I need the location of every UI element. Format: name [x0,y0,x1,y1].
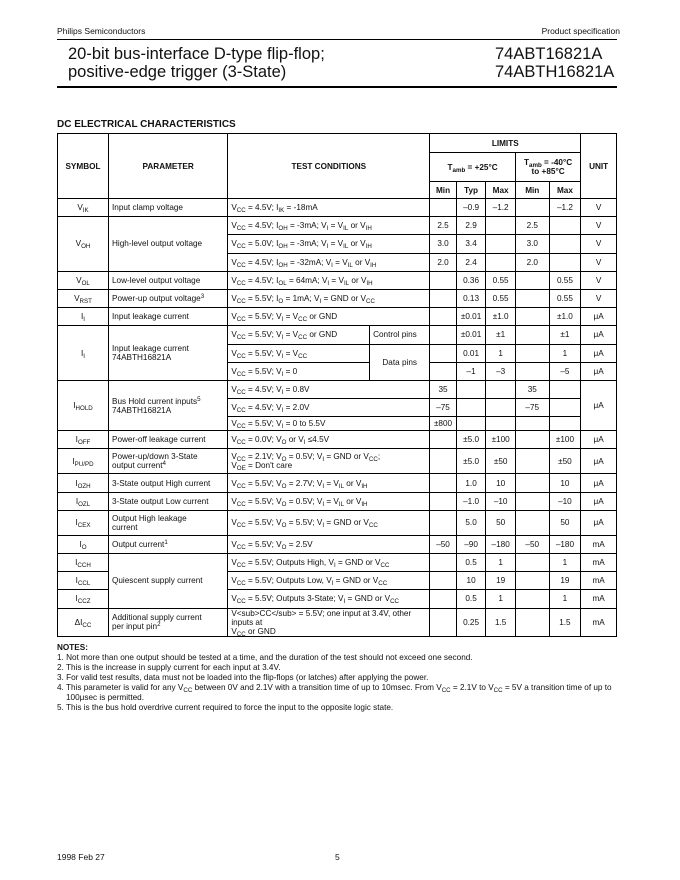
unit-cell: μA [581,431,617,449]
unit-cell: V [581,253,617,271]
typ-cell: ±0.01 [456,308,486,326]
typ-cell: –1.0 [456,492,486,510]
condition-cell: $V_{CC} = 5.0V$; $I_{OH} = -3mA$; $V_I = V_{IL}$ or $V_{IH}$ [228,235,430,253]
page-number: 5 [335,852,340,862]
header-parameter: PARAMETER [108,134,227,199]
header-tamb-25: $T_{amb} = +25^\circ C$ [430,153,516,182]
parameter-cell: Bus Hold current inputs$^5$ 74ABTH16821A [108,380,227,430]
table-row [58,308,617,326]
unit-cell: μA [581,449,617,474]
header-min-2: Min [515,182,549,199]
symbol-cell: $I_O$ [58,535,109,553]
table-row [58,554,617,572]
symbol-cell: $I_I$ [58,326,109,381]
parameter-cell: Output High leakage current [108,510,227,535]
max-cell: 0.55 [486,271,516,289]
condition-cell: $V_{CC} = 4.5V$; $V_I = 0.8V$ [228,380,430,398]
max-cell: 1.5 [486,608,516,636]
unit-cell: μA [581,308,617,326]
typ-cell: 1.0 [456,474,486,492]
symbol-cell: $V_{OH}$ [58,217,109,272]
condition-cell: V<sub>CC</sub> = 5.5V; one input at 3.4V, other inputs at $V_{CC}$ or GND [228,608,430,636]
company-name: Philips Semiconductors [57,26,146,36]
condition-cell: $V_{CC} = 5.5V$; $V_O = 5.5V$; $V_I$ = GND or $V_{CC}$ [228,510,430,535]
max2-cell: –10 [549,492,581,510]
typ-cell: –0.9 [456,199,486,217]
condition-cell: $V_{CC} = 5.5V$; $V_O = 2.7V$; $V_I = V_{IL}$ or $V_{IH}$ [228,474,430,492]
max2-cell: 1.5 [549,608,581,636]
table-row [58,492,617,510]
unit-cell: μA [581,362,617,380]
max-cell: ±1.0 [486,308,516,326]
min2-cell: 2.0 [515,253,549,271]
condition-cell: $V_{CC} = 0.0V$; $V_O$ or $V_I \le 4.5V$ [228,431,430,449]
max2-cell: 10 [549,474,581,492]
table-row [58,380,617,398]
symbol-cell: $I_{OZL}$ [58,492,109,510]
parameter-cell: Output current$^1$ [108,535,227,553]
header-symbol: SYMBOL [58,134,109,199]
condition-cell: $V_{CC} = 5.5V$; Outputs Low, $V_I$ = GND or $V_{CC}$ [228,572,430,590]
max-cell: –3 [486,362,516,380]
table-row [58,217,617,235]
typ-cell: 0.5 [456,590,486,608]
condition-cell: $V_{CC} = 4.5V$; $I_{IK} = -18mA$ [228,199,430,217]
max2-cell: 1 [549,554,581,572]
symbol-cell: $V_{OL}$ [58,271,109,289]
min2-cell: 35 [515,380,549,398]
header-limits: LIMITS [430,134,581,153]
table-row [58,199,617,217]
typ-cell: –90 [456,535,486,553]
symbol-cell: $I_{HOLD}$ [58,380,109,430]
table-row [58,535,617,553]
unit-cell: V [581,217,617,235]
parameter-cell: Input leakage current 74ABTH16821A [108,326,227,381]
footer-date: 1998 Feb 27 [57,852,105,862]
max-cell: ±50 [486,449,516,474]
max2-cell: 0.55 [549,289,581,307]
header-max: Max [486,182,516,199]
typ-cell: –1 [456,362,486,380]
symbol-cell: $\Delta I_{CC}$ [58,608,109,636]
max2-cell: ±1 [549,326,581,344]
condition-cell: $V_{CC} = 5.5V$; $I_O = 1mA$; $V_I$ = GND or $V_{CC}$ [228,289,430,307]
parameter-cell: 3-State output Low current [108,492,227,510]
typ-cell: 0.5 [456,554,486,572]
typ-cell: 3.4 [456,235,486,253]
max2-cell: ±50 [549,449,581,474]
condition-cell: $V_{CC} = 5.5V$; $V_I = V_{CC}$ [228,344,370,362]
unit-cell: mA [581,535,617,553]
max-cell: ±100 [486,431,516,449]
condition-cell: $V_{CC} = 5.5V$; $V_I = 0$ to 5.5V [228,417,430,431]
symbol-cell: $I_I$ [58,308,109,326]
condition-cell: $V_{CC} = 5.5V$; Outputs High, $V_I$ = GND or $V_{CC}$ [228,554,430,572]
table-row [58,449,617,474]
typ-cell: 2.9 [456,217,486,235]
max-cell: –1.2 [486,199,516,217]
header-tamb-range: $T_{amb} = -40^\circ C$ to +85°C [515,153,580,182]
note-item: 2. This is the increase in supply current for each input at 3.4V. [57,663,281,672]
symbol-cell: $V_{IK}$ [58,199,109,217]
note-item: 4. This parameter is valid for any $V_{CC}$ between 0V and 2.1V with a transition time of up to 10msec. From $V_{CC} = 2.1V$ to $V_{CC} = 5V$ a transition time of up to 100μsec is permitted. [57,683,612,702]
note-item: 3. For valid test results, data must not be loaded into the flip-flops (or latches) after applying the power. [57,673,429,682]
unit-cell: μA [581,510,617,535]
condition-cell: $V_{CC} = 5.5V$; $V_O = 0.5V$; $V_I = V_{IL}$ or $V_{IH}$ [228,492,430,510]
unit-cell: V [581,289,617,307]
max-cell: 1 [486,590,516,608]
table-row [58,510,617,535]
max-cell: 19 [486,572,516,590]
notes [57,643,622,713]
symbol-cell: $I_{CCL}$ [58,572,109,590]
table-row [58,431,617,449]
parameter-cell: Power-up output voltage$^3$ [108,289,227,307]
min-cell: –50 [430,535,457,553]
unit-cell: mA [581,572,617,590]
typ-cell: 0.01 [456,344,486,362]
unit-cell: μA [581,380,617,430]
note-item: 5. This is the bus hold overdrive current required to force the input to the opposite logic state. [57,703,394,712]
condition-cell: $V_{CC} = 4.5V$; $I_{OL} = 64mA$; $V_I = V_{IL}$ or $V_{IH}$ [228,271,430,289]
max2-cell: 19 [549,572,581,590]
unit-cell: V [581,271,617,289]
table-row [58,271,617,289]
typ-cell: 0.25 [456,608,486,636]
min2-cell: –50 [515,535,549,553]
symbol-cell: $I_{OZH}$ [58,474,109,492]
max2-cell: 1 [549,590,581,608]
pin-type-cell: Control pins [370,326,430,344]
unit-cell: μA [581,474,617,492]
unit-cell: V [581,199,617,217]
header-max-2: Max [549,182,581,199]
header-min: Min [430,182,457,199]
max-cell: –10 [486,492,516,510]
condition-cell: $V_{CC} = 2.1V$; $V_O = 0.5V$; $V_I$ = GND or $V_{CC}$; $V_{OE} = Don't$ care [228,449,430,474]
min2-cell: 3.0 [515,235,549,253]
typ-cell: ±5.0 [456,431,486,449]
max-cell: 0.55 [486,289,516,307]
typ-cell: 5.0 [456,510,486,535]
max-cell: 1 [486,554,516,572]
header-rule [57,39,617,40]
min-cell: –75 [430,399,457,417]
notes-heading: NOTES: [57,643,88,652]
table-row [58,289,617,307]
symbol-cell: $V_{RST}$ [58,289,109,307]
condition-cell: $V_{CC} = 5.5V$; $V_I = V_{CC}$ or GND [228,326,370,344]
parameter-cell: Power-up/down 3-State output current$^4$ [108,449,227,474]
max2-cell: 0.55 [549,271,581,289]
symbol-cell: $I_{CEX}$ [58,510,109,535]
condition-cell: $V_{CC} = 4.5V$; $V_I = 2.0V$ [228,399,430,417]
table-row [58,608,617,636]
note-item: 1. Not more than one output should be tested at a time, and the duration of the test should not exceed one second. [57,653,473,662]
min2-cell: 2.5 [515,217,549,235]
parameter-cell: Additional supply current per input pin$^2$ [108,608,227,636]
part-numbers [495,45,614,81]
title-line-2: positive-edge trigger (3-State) [68,63,287,81]
typ-cell: ±0.01 [456,326,486,344]
unit-cell: μA [581,344,617,362]
parameter-cell: Power-off leakage current [108,431,227,449]
pin-type-cell: Data pins [370,344,430,380]
symbol-cell: $I_{OFF}$ [58,431,109,449]
typ-cell: 10 [456,572,486,590]
min-cell: 35 [430,380,457,398]
unit-cell: V [581,235,617,253]
document-type: Product specification [541,26,620,36]
max-cell: ±1 [486,326,516,344]
header-test-conditions: TEST CONDITIONS [228,134,430,199]
part-number-2: 74ABTH16821A [495,63,615,81]
part-number-1: 74ABT16821A [495,45,603,63]
title-line-1: 20-bit bus-interface D-type flip-flop; [68,45,325,63]
typ-cell: 0.13 [456,289,486,307]
unit-cell: mA [581,608,617,636]
max2-cell: –1.2 [549,199,581,217]
max2-cell: ±100 [549,431,581,449]
dc-characteristics-table [57,133,617,637]
parameter-cell: High-level output voltage [108,217,227,272]
table-row [58,474,617,492]
max-cell: 10 [486,474,516,492]
symbol-cell: $I_{PU/PD}$ [58,449,109,474]
min-cell: 2.5 [430,217,457,235]
condition-cell: $V_{CC} = 5.5V$; Outputs 3-State; $V_I$ = GND or $V_{CC}$ [228,590,430,608]
symbol-cell: $I_{CCH}$ [58,554,109,572]
parameter-cell: Quiescent supply current [108,554,227,609]
condition-cell: $V_{CC} = 5.5V$; $V_I = V_{CC}$ or GND [228,308,430,326]
max2-cell: 1 [549,344,581,362]
parameter-cell: Input leakage current [108,308,227,326]
max-cell: –180 [486,535,516,553]
title-rule [57,86,617,88]
condition-cell: $V_{CC} = 5.5V$; $V_O = 2.5V$ [228,535,430,553]
parameter-cell: Low-level output voltage [108,271,227,289]
typ-cell: 0.36 [456,271,486,289]
header-unit: UNIT [581,134,617,199]
typ-cell: ±5.0 [456,449,486,474]
header-typ: Typ [456,182,486,199]
max2-cell: –180 [549,535,581,553]
unit-cell: μA [581,492,617,510]
condition-cell: $V_{CC} = 4.5V$; $I_{OH} = -3mA$; $V_I = V_{IL}$ or $V_{IH}$ [228,217,430,235]
condition-cell: $V_{CC} = 5.5V$; $V_I = 0$ [228,362,370,380]
min2-cell: –75 [515,399,549,417]
max-cell: 1 [486,344,516,362]
min-cell: ±800 [430,417,457,431]
condition-cell: $V_{CC} = 4.5V$; $I_{OH} = -32mA$; $V_I = V_{IL}$ or $V_{IH}$ [228,253,430,271]
unit-cell: μA [581,326,617,344]
table-row [58,326,617,344]
max2-cell: ±1.0 [549,308,581,326]
parameter-cell: 3-State output High current [108,474,227,492]
unit-cell: mA [581,554,617,572]
max2-cell: 50 [549,510,581,535]
symbol-cell: $I_{CCZ}$ [58,590,109,608]
max-cell: 50 [486,510,516,535]
min-cell: 3.0 [430,235,457,253]
section-title: DC ELECTRICAL CHARACTERISTICS [57,119,236,130]
max2-cell: –5 [549,362,581,380]
min-cell: 2.0 [430,253,457,271]
document-title [68,45,325,81]
unit-cell: mA [581,590,617,608]
parameter-cell: Input clamp voltage [108,199,227,217]
typ-cell: 2.4 [456,253,486,271]
